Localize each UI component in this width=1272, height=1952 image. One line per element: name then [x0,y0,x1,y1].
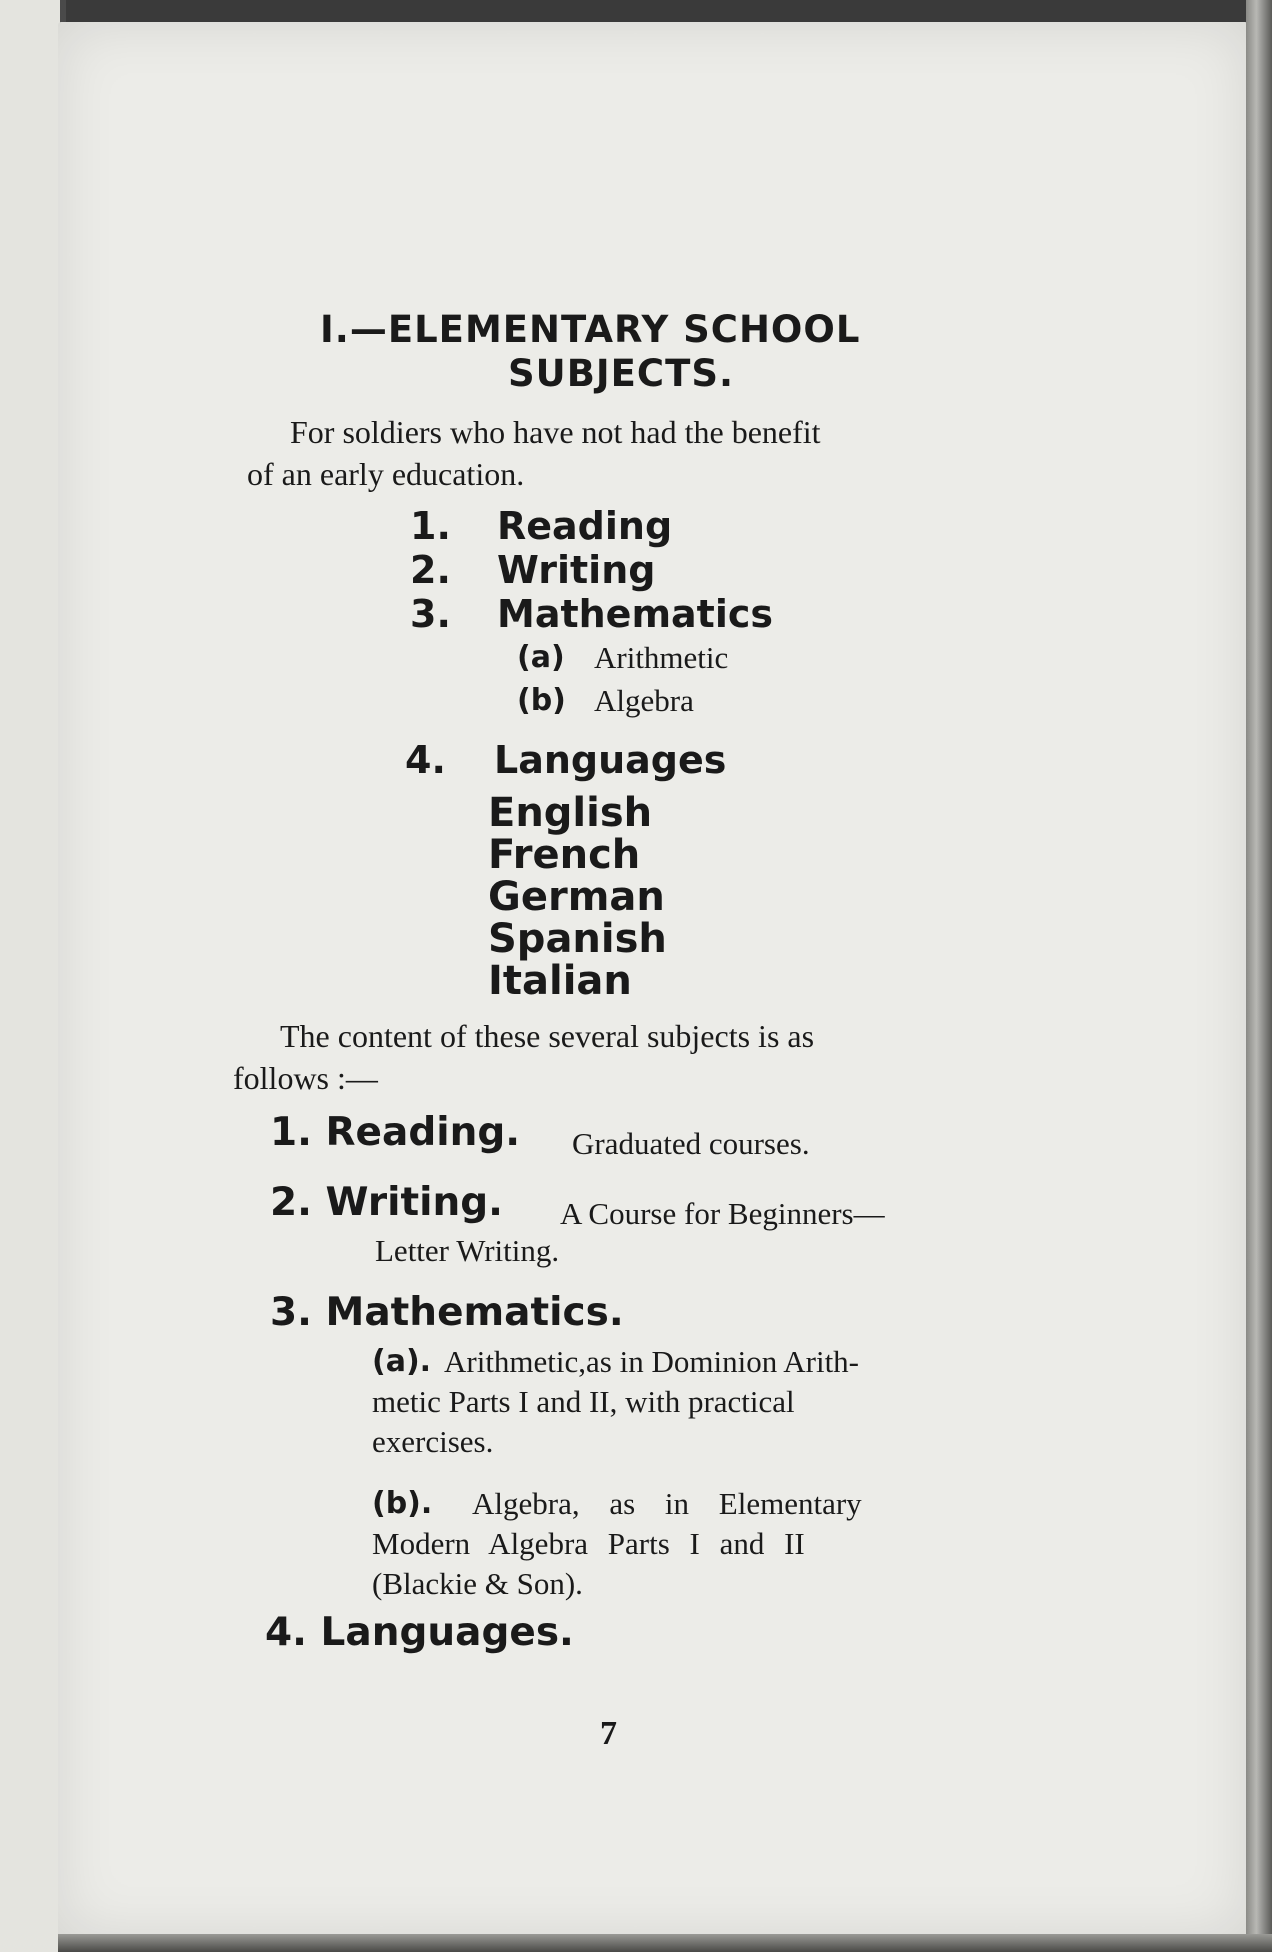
language-item: Spanish [488,916,667,962]
math-sub-label: (a) [517,640,565,675]
intro-line1: For soldiers who have not had the benefit [290,414,821,450]
subject-number: 2. [410,548,451,592]
math-sub-name: Algebra [594,683,694,718]
intro-line2: of an early education. [247,456,525,492]
detail-heading-reading: 1. Reading. [270,1110,521,1155]
section-title-line1: I.—ELEMENTARY SCHOOL [320,308,861,351]
subject-name: Writing [497,548,656,592]
language-item: English [488,790,653,836]
language-item: Italian [488,958,632,1004]
language-item: French [488,832,641,878]
math-detail-label: (b). [372,1486,433,1521]
math-detail-text: metic Parts I and II, with practical [372,1384,795,1419]
subject-name: Reading [497,504,673,548]
section-title-line2: SUBJECTS. [508,352,735,395]
content-intro-line1: The content of these several subjects is as [280,1018,815,1054]
subject-name: Mathematics [497,592,774,636]
subject-number: 4. [405,738,446,782]
math-sub-name: Arithmetic [594,640,729,675]
math-sub-label: (b) [517,683,566,718]
subject-name: Languages [494,738,727,782]
content-intro-line2: follows :— [233,1060,378,1096]
detail-text-reading: Graduated courses. [572,1126,810,1161]
subject-number: 3. [410,592,451,636]
math-detail-text: exercises. [372,1424,494,1459]
language-item: German [488,874,665,920]
math-detail-label: (a). [372,1344,432,1379]
detail-heading-writing: 2. Writing. [270,1180,503,1225]
math-detail-text: (Blackie & Son). [372,1566,583,1601]
math-detail-text: Algebra, as in Elementary [472,1486,862,1521]
detail-heading-languages: 4. Languages. [265,1610,574,1655]
math-detail-text: Arithmetic,as in Dominion Arith- [444,1344,860,1379]
page-number: 7 [600,1715,617,1752]
math-detail-text: Modern Algebra Parts I and II [372,1526,805,1561]
detail-text-writing: A Course for Beginners— [560,1196,885,1231]
detail-text-writing: Letter Writing. [375,1233,560,1268]
detail-heading-mathematics: 3. Mathematics. [270,1290,624,1335]
subject-number: 1. [410,504,451,548]
